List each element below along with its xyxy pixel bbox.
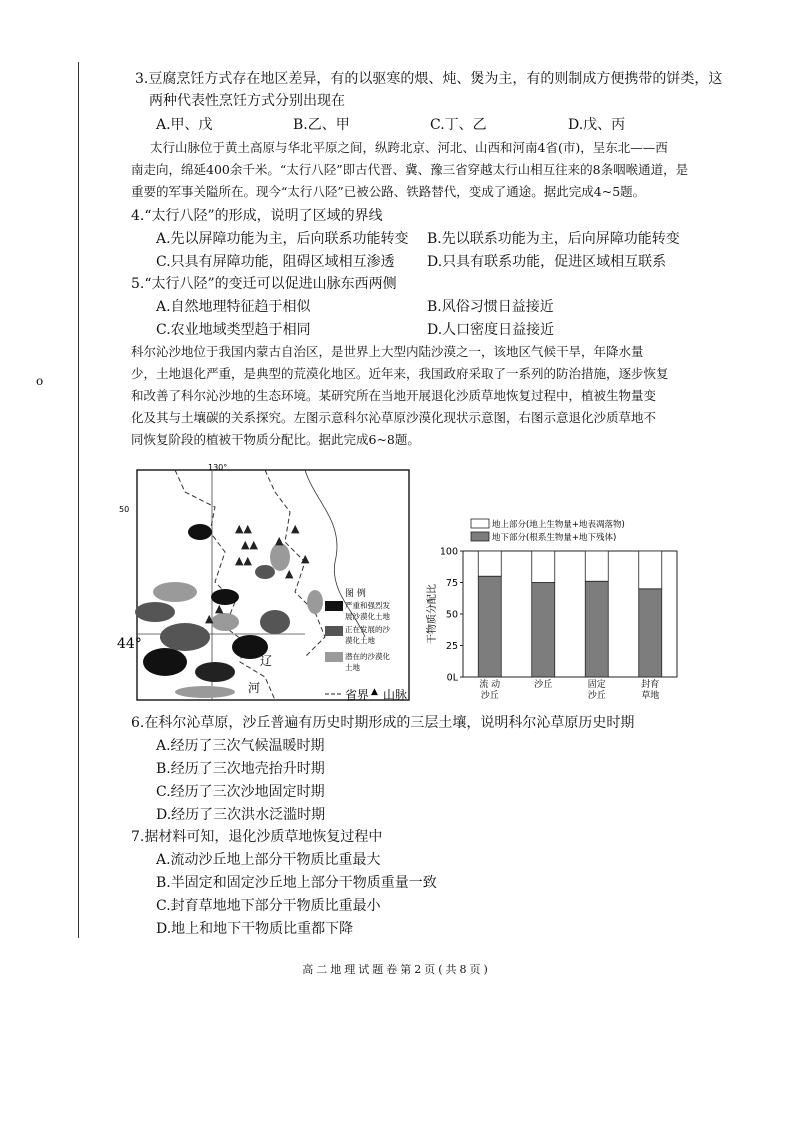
q7-option-a: A.流动沙丘地上部分干物质比重最大 — [156, 852, 381, 868]
lon-label: 130° — [208, 463, 228, 472]
horqin-passage-line1: 科尔沁沙地位于我国内蒙古自治区，是世界上大型内陆沙漠之一，该地区气候干旱，年降水量 — [131, 344, 644, 359]
q3-option-b: B.乙、甲 — [293, 117, 350, 133]
y-tick-label: 50 — [445, 609, 458, 621]
q6-stem: 6.在科尔沁草原，沙丘普遍有历史时期形成的三层土壤，说明科尔沁草原历史时期 — [131, 715, 635, 731]
legend-mountain-symbol: ▲ — [371, 687, 378, 697]
bar-below-ground — [532, 583, 555, 678]
svg-text:▲▲: ▲▲ — [235, 554, 252, 567]
svg-text:▲: ▲ — [301, 552, 310, 565]
horqin-passage-line4: 化及其与土壤碳的关系探究。左图示意科尔沁草原沙漠化现状示意图，右图示意退化沙质草地不 — [131, 410, 657, 425]
binding-margin-line — [78, 62, 79, 938]
legend-mountain: 山脉 — [383, 688, 408, 702]
q5-option-b: B.风俗习惯日益接近 — [427, 299, 554, 315]
x-category-label: 沙丘 — [480, 691, 499, 701]
legend-developing-2: 漠化土地 — [345, 636, 375, 645]
svg-text:▲: ▲ — [275, 534, 284, 547]
bar-below-ground — [478, 576, 501, 677]
horqin-passage-line2: 少，土地退化严重，是典型的荒漠化地区。近年来，我国政府采取了一系列的防治措施，逐步恢复 — [131, 366, 669, 381]
q3-option-a: A.甲、戊 — [156, 117, 213, 133]
legend-swatch-above — [471, 519, 489, 528]
q7-option-b: B.半固定和固定沙丘地上部分干物质重量一致 — [156, 875, 437, 891]
river-label-liao: 辽 — [260, 654, 273, 668]
q4-option-b: B.先以联系功能为主，后向屏障功能转变 — [427, 231, 680, 247]
legend-swatch-potential — [325, 652, 343, 662]
y-axis-label: 干物质分配比 — [427, 584, 438, 644]
legend-label-below: 地下部分(根系生物量+地下残体) — [492, 533, 617, 543]
legend-severe-1: 严重和强烈发 — [345, 601, 390, 610]
legend-swatch-developing — [325, 626, 343, 636]
x-category-label: 固定 — [587, 680, 606, 690]
map-svg — [115, 462, 415, 708]
legend-swatch-below — [471, 532, 489, 541]
q6-option-a: A.经历了三次气候温暖时期 — [156, 738, 325, 754]
q6-option-b: B.经历了三次地壳抬升时期 — [156, 761, 325, 777]
q5-option-c: C.农业地域类型趋于相同 — [156, 322, 311, 338]
bar-below-ground — [639, 589, 662, 677]
horqin-desertification-map — [115, 462, 415, 708]
taihang-passage-line1: 太行山脉位于黄土高原与华北平原之间，纵跨北京、河北、山西和河南4省(市)，呈东北——西 — [150, 140, 668, 155]
legend-swatch-severe — [325, 601, 343, 611]
q4-option-d: D.只具有联系功能，促进区域相互联系 — [427, 254, 667, 270]
x-category-label: 沙丘 — [534, 680, 553, 690]
legend-severe-2: 展沙漠化土地 — [345, 612, 390, 621]
q7-stem: 7.据材料可知，退化沙质草地恢复过程中 — [131, 829, 383, 845]
svg-text:▲▲: ▲▲ — [235, 522, 252, 535]
lat2-label: 44° — [117, 636, 142, 652]
legend-potential-1: 潜在的沙漠化 — [345, 652, 390, 661]
taihang-passage-line3: 重要的军事关隘所在。现今“太行八陉”已被公路、铁路替代，变成了通途。据此完成4~5题。 — [131, 184, 646, 199]
svg-text:▲: ▲ — [285, 567, 294, 580]
y-tick-label: 25 — [445, 641, 458, 652]
q4-option-a: A.先以屏障功能为主，后向联系功能转变 — [156, 231, 409, 247]
y-tick-label: 75 — [445, 578, 458, 589]
x-category-label: 沙丘 — [587, 691, 606, 701]
legend-potential-2: 土地 — [345, 663, 360, 672]
legend-boundary: 省界 — [345, 688, 370, 702]
river-label-he: 河 — [248, 681, 261, 695]
bar-above-ground — [639, 551, 662, 589]
bar-above-ground — [478, 551, 501, 576]
y-tick-label: 100 — [439, 546, 458, 558]
svg-text:▲▲: ▲▲ — [241, 538, 258, 551]
legend-title: 图 例 — [345, 589, 366, 599]
x-category-label: 流 动 — [479, 680, 501, 690]
q4-stem: 4.“太行八陉”的形成，说明了区域的界线 — [131, 208, 383, 224]
legend-label-above: 地上部分(地上生物量+地表凋落物) — [492, 520, 625, 530]
svg-text:▲: ▲ — [205, 612, 214, 625]
q6-option-d: D.经历了三次洪水泛滥时期 — [156, 807, 326, 823]
q5-stem: 5.“太行八陉”的变迁可以促进山脉东西两侧 — [131, 276, 397, 292]
bar-above-ground — [585, 551, 608, 581]
q4-option-c: C.只具有屏障功能，阻碍区域相互渗透 — [156, 254, 395, 270]
lat-label: 50 — [119, 505, 130, 514]
q3-option-c: C.丁、乙 — [430, 117, 487, 133]
q3-option-d: D.戊、丙 — [568, 117, 626, 133]
q7-option-c: C.封育草地地下部分干物质比重最小 — [156, 898, 381, 914]
dry-matter-allocation-chart — [425, 515, 685, 710]
svg-text:▲: ▲ — [215, 602, 224, 615]
page-footer: 高二地理试题卷第2页(共8页) — [302, 963, 491, 976]
x-category-label: 草地 — [641, 691, 660, 701]
q6-option-c: C.经历了三次沙地固定时期 — [156, 784, 325, 800]
margin-dot: o — [36, 374, 44, 388]
q5-option-d: D.人口密度日益接近 — [427, 322, 555, 338]
bar-below-ground — [585, 581, 608, 677]
bar-above-ground — [532, 551, 555, 583]
horqin-passage-line3: 和改善了科尔沁沙地的生态环境。某研究所在当地开展退化沙质草地恢复过程中，植被生物量变 — [131, 388, 657, 403]
chart-svg — [425, 515, 685, 710]
y-tick-label: 0L — [446, 672, 458, 684]
x-category-label: 封育 — [641, 680, 660, 690]
q7-option-d: D.地上和地下干物质比重都下降 — [156, 921, 354, 937]
taihang-passage-line2: 南走向，绵延400余千米。“太行八陉”即古代晋、冀、豫三省穿越太行山相互往来的8条咽喉通道，是 — [131, 162, 689, 177]
svg-text:▲: ▲ — [291, 522, 300, 535]
q3-stem-line1: 3.豆腐烹饪方式存在地区差异，有的以驱寒的煨、炖、煲为主，有的则制成方便携带的饼类，这 — [135, 71, 723, 87]
q3-stem-line2: 两种代表性烹饪方式分别出现在 — [149, 93, 345, 109]
q5-option-a: A.自然地理特征趋于相似 — [156, 299, 311, 315]
legend-developing-1: 正在发展的沙 — [345, 625, 390, 634]
horqin-passage-line5: 同恢复阶段的植被干物质分配比。据此完成6~8题。 — [131, 432, 420, 447]
